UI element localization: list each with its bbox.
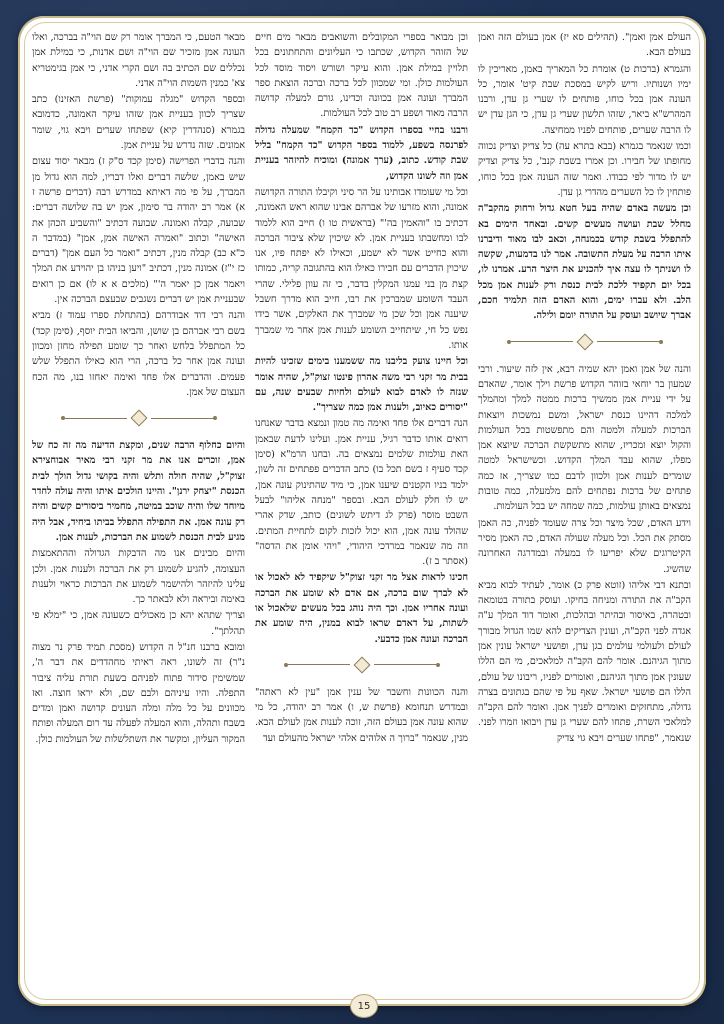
paragraph: והנה הכוונות וחשבר של ענין אמן "עין לא ראתה" ובמדרש תנחומא (פרשת ש, ו) אמר רב יהודה, כל מי שהוא עונה אמן בעולם הזה, זוכה לענות אמן לעולם הבא. מנין, שנאמר "ברוך ה אלוהים אלהי ישראל מהעולם ועד <box>255 686 468 744</box>
paragraph: והיום מבינים אנו מה הדבקות הגדולה וההתאמצות העצומה, להגיע לשמוע רק את הברכה ולענות אמן. ולכן עלינו להיזהר ולהישמר לשמוע את הברכות כראוי ולענות באימה וביראה ולא לבאתר כך. <box>32 548 245 606</box>
paragraph: וידע האדם, שכל מיצר וכל צרה שעומד לפניה, כה האמן מסתק את הכל. וכל מעלה שעולה האדם, כה האמן מסיר הקיטרוגים שלא יפריעו לו במעלה ובמדרגה האחרונה שהשיג. <box>478 517 691 575</box>
text-columns <box>32 30 692 988</box>
paragraph: ומובא ברבנו חנ"ל ה הקדוש (מסכת תמיד פרק נר מצוה נ"ר) זה לשונו, ראה ראיתי מחהדדים את דבר ה', שמשימין סידור פתוח לפניהם בשעת תורת עליה ציבור התפלה. והיו עיניהם ולבם שם, ולא יראו חוצה. ואז מכוונים על כל מלה ומלה העונים קדושה ואמן ומדים בשבח ותהלה, והוא המעלה לפעלה עד רום המעלה ופותח המקור העליון, ומקשר את השתלשלות של העולמות כולן. <box>32 641 245 745</box>
page-number: 15 <box>350 994 378 1018</box>
paragraph: וכן מבואר בספרי המקובלים והשואבים מבאר מים חיים של הזוהר הקדוש, שכתבו כי העליונים והתחתונים בכל תלויין במילת אמן. והוא עיקר ושורש ויסוד מוסד לכל העולמות כולן. ומי שמכוון לכל ברכה וברכה הוצאת ספר המברך ועונה אמן בכוונה וכדינו, גורם למעלה קדושה הרבה מאוד ושפע רב טוב לכל העולמות. <box>255 32 468 120</box>
paragraph: העולם אמן ואמן". (תהילים סא יז) אמן בעולם הזה ואמן בעולם הבא. <box>478 32 691 59</box>
paragraph: וכל מי שעומדו אבותינו על הר סיני וקיבלו התורה הקדושה אמונה, והוא מזרעו של אברהם אבינו שהוא ראש האמונה, דכתיב בו "והאמין בה'" (בראשית טו ו) חייב הוא ללמוד לבו ומחשבתו בעניית אמן. לא שיכוין שלא ציבור הברכה והוא כחייט אשר לא ישמע, וכאילו לא יפתח פיו, אנו שיכוין הדברים עם חבירו כאילו הוא בהתגובה קריה, כמותו קצת מן בני עמנו המקלין בדבר, כי זה עוון פלילי. שהרי העבד השומע שמברכין את רבו, חייב הוא מדרך חשבל שיענה אמן וכל שכן מי שמברך את האלקים, אשר בידו נפש כל חי, שיתחייב השומע לענות אמן אחר מי שמברך אותו. <box>255 186 468 351</box>
paragraph: והגמרא (ברכות ט) אומרת כל המאריך באמן, מאריכין לו ימיו ושנותיו. וריש לקיש במסכת שבת קיט' אומר, כל העונה אמן בכל כוחו, פותחים לו שערי גן עדן, ורבנו המהרש"א ביאר, שזהו תלשון שערי גן עדן, כי הגן עדן יש לו הרבה שערים, פותחים לפניו ממחיצה. <box>478 63 691 136</box>
paragraph: ובתנא דבי אליהו (זוטא פרק כ) אומר, לעתיד לבוא מביא הקב"ה את התורה ומניחה בחיקו. ועוסק בתורה בטומאה ובטהרה, באיסור ובהיתר ובהלכות, ואומר דוד המלך ע"ה אגדה לפני הקב"ה, ועונין הצדיקים להא שמו הגדול מבורך לעולם ולעולמי עולמים בגן עדן, ופושעי ישראל עונין אמן מתוך הגיהנם. אומר להם הקב"ה למלאכים, מי הם הללו שעונין אמן מתוך הגיהנם, ואומרים לפניו, ריבונו של עולם, הללו הם פושעי ישראל. שאף על פי שהם בגתונים בצרה גדולה, מתחזקים ואומרים לפניך אמן. ואומר להם הקב"ה למלאכי השרת, פתחו להם שערי גן עדן ויבואו וזמרו לפני. שנאמר, "פתחו שערים ויבא גוי צדיק <box>478 579 691 744</box>
ornament-divider <box>255 651 468 679</box>
column-middle <box>255 30 468 988</box>
paragraph: וכמו שנאמר בגמרא (בבא בתרא עה) כל צדיק וצדיק נכווה מחופתו של חבירו. וכן אמרו בשבת קנב', כל צדיק וצדיק יש לו מדור לפי כבודו. ואמר שזה העונה אמן בכל כוחו, פותחין לו כל השערים מהדרי גן עדן. <box>478 141 691 198</box>
ornament-divider <box>478 328 691 356</box>
paragraph: וכל חיינו צועק בליבנו מה ששמענו בימים שזכינו להיות בבית מר זקני רבי משה אהרון פינטו זצוק"ל, שהיה אומר שנזה לו לאדם לבוא לעולם ולחיות שבעים שנה, עם "יסורים כאיוב, ולענות אמן כמה שצריך". <box>255 356 468 414</box>
paragraph: והיום כחלוף הרבה שנים, ומקצת הדיעה מה זה כח של אמן, זוכרים אנו את מר זקני רבי מאיר אבוחצירא זצוק"ל, שהיה חולה ותלש והיה בקושי גדול הולך לבית הכנסת "יצחק ירנן". והיינו הולכים איתו והיה עולה לחדר מיוחד שלו והיה שוכב במיטה, מחמיר ביסורים קשים והיה רק עונה אמן. את התפילה התפלל בביתו ביחיד, אבל היה מגיע לבית הכנסת לשמוע את הברכות, לענות אמן. <box>32 440 245 543</box>
ornament-divider <box>32 404 245 432</box>
page-sheet <box>18 16 706 1006</box>
paragraph: חכינו לראות אצל מר זקני זצוק"ל שיקפיד לא לאכול או לא לברך שום ברכה, אם אדם לא שומע את הברכה ועונה אחריו אמן. וכך היה נוהג בכל מעשים שלאכול או לשתות, על דאדם שראו לבוא במנין, היה שומע את הברכה ועונה אמן כדבעי. <box>255 572 468 645</box>
paragraph: והנה של אמן ואמן יהא שמיה רבא, אין לזה שיעור. ורבי שמעון בר יוחאי בזוהר הקדוש פרשת וילך אומר, שהאדם על ידי עניית אמן ממשיך ברכות ממטה למלך ומהמלך למלכה דהיינו כנסת ישראל, ומשם נמשכות ויוצאות הברכות למעלה ולמטה והם מתפשטות בכל העולמות והקול יוצא ומכריז, שהוא מתשקשת הברכה שיוצא אמן מפלו, שהוא עבד המלך הקדוש. וכשישראל למטה שומרים לענות אמן ולכוון לדבם כמו שצריך, אז כמה פתחים של ברכות נפתחים להם מלמעלה, כמה טובות נמצאים באותן עולמות, כמה שמחה יש בכל העולמות. <box>478 363 691 513</box>
paragraph: הנה דברים אלו פחד ואימה מה טמון ונמצא בדבר שאנחנו רואים אותו כדבר רגיל, עניית אמן. ועלינו לדעת שבאמן האת עולמות שלמים נמצאים בה. ובחנו הרמ"א (סימן קכד סעיף ז בשם תכל בו) כתב הדברים פפתחים זה לשון, ילמד בניו הקטנים שיענו אמן, כי מיד שהתינוק עונה אמן, יש לו חלק לעולם הבא. ובספר "מנחה אליהו" לבעל השבט מוסר (פרק לג דיתש לשונים) כותב, שדק אהרי שהולד עונה אמן, הוא יכול לזכות לקום לתחיית המתים. וזה מה שנאמר במרדכי היהודי, "ויהי אומן את הדסה" (אסתר ב ז). <box>255 418 468 568</box>
paragraph: ורבנו בחיי בספרו הקדוש "כד הקמח" שמעלה גדולה לפרנסה בשפע, ללמוד בספר הקדוש "כד הקמח" בליל שבת קודש. כתוב, (ערך אמונה) ומוכיח להיזהר בעניית אמן וזה לשונו הקדוש, <box>255 124 468 182</box>
paragraph: מבאר הטעם, כי המברך אומר רק שם הוי"ה בברכה, ואלו העונה אמן מזכיר שם הוי"ה ושם אדנות, כי במילת אמן נכללים שם הכתיב בה ושם הקרי אדני, כי אמן בגימטריא צא' כמנין השמות הוי"ה אדני. <box>32 32 245 89</box>
paragraph: וכן מעשה באדם שהיה בעל חטא גדול ורחוק מהקב"ה מחלל שבת ועושה מעשים קשים. ובאחד הימים בא להתפלל בשבת קודש בכמנחה, וכאב לבו מאוד ודיברנו איתו הרבה על מעלת התשובה. אמר לנו בדמעות, שקשה לו ושניתך לו עצה איך להכניע את היצר הרע. אמרנו לו, בכל יום תקפיד ללכת לבית כנסת ורק לענות אמן מכל הלב. ולא עברו ימים, והוא האדם הזה תלמיד חכם, אברך שיושב ועוסק על התורה יומם ולילה. <box>478 203 691 322</box>
paragraph: וצריך שתהא יהא כן מאכולים כשעונה אמן, כי "ימלא פי תהלתך". <box>32 610 245 637</box>
column-left <box>478 30 691 988</box>
paragraph: והנה רבי דוד אבודרהם (בהתחלת ספרו עמוד ז) מביא בשם רבי אברהם בן שושן, והביאו הבית יוסף, (סימן קכד) כל המתפלל בלחש ואחר כך שומע תפילה מחזן ומכוון ועונה אמן אחר כל ברכה, הרי הוא כאילו התפלל שלש פעמים. והדברים אלו פחד ואימה יאחזו בנו, מה הכח העצום של אמן. <box>32 310 245 398</box>
column-right <box>32 30 245 988</box>
paragraph: והנה בדברי הפרישה (סימן קכד ס"ק ז) מבאר יסוד עצום שיש באמן, שלשה דברים ואלו דבריו, למה הוא גדול מן המברך, על פי מה דאיתא במדרש רבה (דברים פרשה ז א) אמר רב יהודה בר סימון, אמן יש בה שלושה דברים: שבועה, קבלה ואמונה. שבועה דכתיב "והשביע הכהן את האישה" וכתוב "ואמרה האישה אמן, אמן" (במדבר ה כ"א כב) קבלה מנין, דכתיב "ואמר כל העם אמן" (דברים כז י"ז) אמונה מנין, דכתיב "ויען בניהו בן יהוידע את המלך ויאמר אמן כן יאמר ה'" (מלכים א א לו) אם כן רואים שבעניית אמן יש דברים נשגבים שבעצם הברכה אין. <box>32 156 245 306</box>
paragraph: ובספר הקדוש "מגלה עמוקות" (פרשת האזינו) כתב שצריך לכוון בעניית אמן שזהו עיקר האמונה, כדמובא בגמרא (סנהדרין קיא) שפתחו שערים ויבא גוי, שומר אמונים. שזה נדרש על עניית אמן. <box>32 94 245 152</box>
